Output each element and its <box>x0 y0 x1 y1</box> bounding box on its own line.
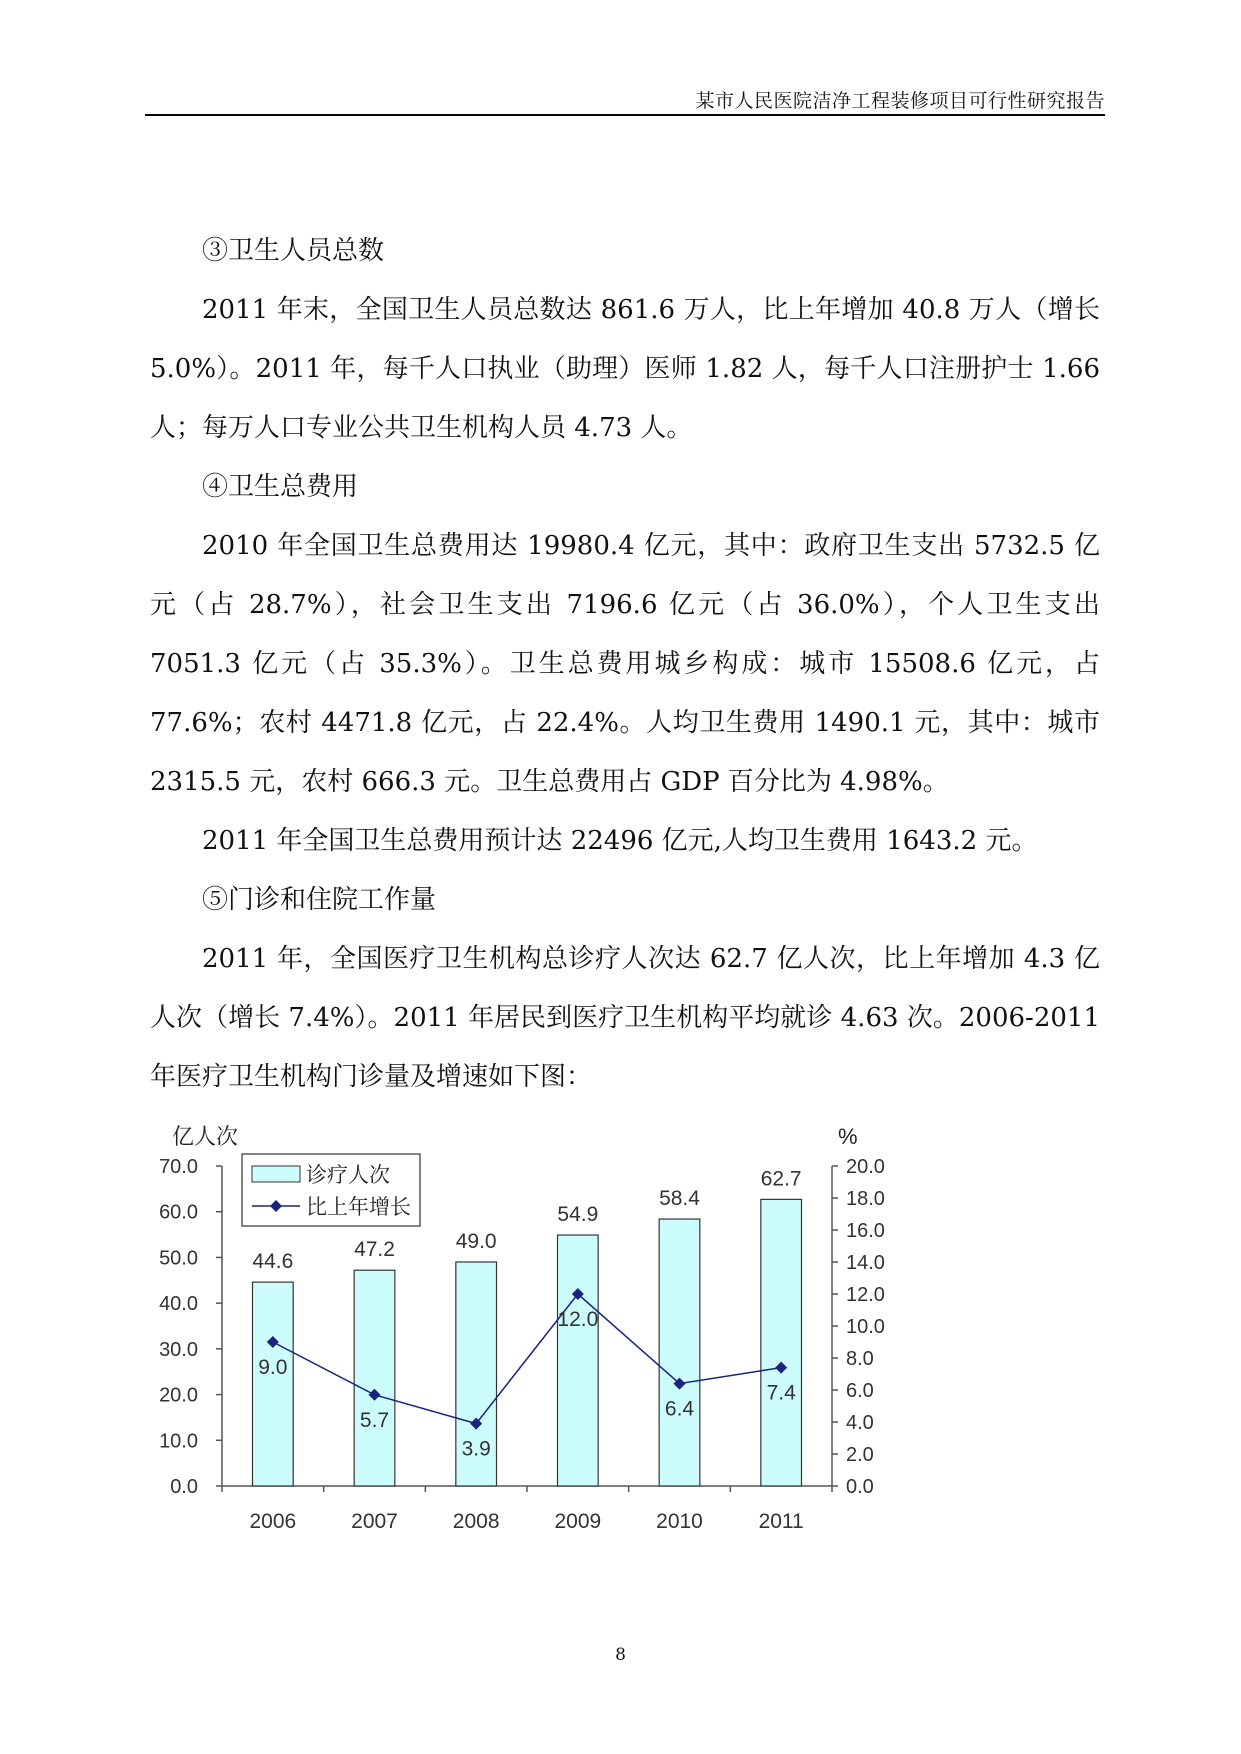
y-axis-left-tick-label: 40.0 <box>159 1293 198 1316</box>
bar-2009 <box>558 1235 599 1486</box>
bar-label-2009: 54.9 <box>557 1203 599 1227</box>
y-axis-right-tick-label: 8.0 <box>846 1348 874 1370</box>
bar-2006 <box>253 1282 294 1486</box>
x-tick-label-2011: 2011 <box>758 1510 804 1533</box>
x-tick-label-2008: 2008 <box>452 1510 500 1533</box>
bar-2010 <box>659 1219 700 1486</box>
growth-label-2011: 7.4 <box>766 1381 796 1405</box>
outpatient-visits-chart <box>159 1118 1020 1608</box>
y-axis-left-tick-label: 10.0 <box>159 1430 198 1453</box>
bar-label-2007: 47.2 <box>354 1238 395 1262</box>
section-heading-outpatient-inpatient: ⑤门诊和住院工作量 <box>202 885 437 915</box>
x-tick-label-2007: 2007 <box>351 1510 398 1533</box>
y-axis-right-tick-label: 14.0 <box>846 1252 885 1274</box>
growth-label-2007: 5.7 <box>359 1408 390 1432</box>
section-heading-health-expenditure: ④卫生总费用 <box>202 472 359 502</box>
y-axis-left-tick-label: 70.0 <box>159 1156 198 1178</box>
growth-line <box>273 1294 781 1424</box>
growth-label-2010: 6.4 <box>664 1397 695 1421</box>
page-number: 8 <box>615 1645 626 1665</box>
header-rule <box>145 114 1105 116</box>
bar-label-2008: 49.0 <box>455 1230 497 1253</box>
x-tick-label-2010: 2010 <box>656 1510 703 1533</box>
legend-swatch-bar <box>252 1166 300 1182</box>
growth-label-2006: 9.0 <box>258 1356 288 1379</box>
page-content <box>150 222 1100 1107</box>
bar-label-2010: 58.4 <box>659 1187 700 1211</box>
legend-label-line: 比上年增长 <box>306 1196 411 1219</box>
document-header-title: 某市人民医院洁净工程装修项目可行性研究报告 <box>695 90 1105 112</box>
y-axis-right-tick-label: 16.0 <box>846 1220 885 1242</box>
y-axis-right-tick-label: 10.0 <box>846 1316 885 1338</box>
y-axis-left-unit: 亿人次 <box>172 1124 239 1149</box>
bar-label-2011: 62.7 <box>760 1167 802 1191</box>
x-tick-label-2006: 2006 <box>249 1510 297 1533</box>
y-axis-right-tick-label: 4.0 <box>846 1412 874 1434</box>
bar-label-2006: 44.6 <box>252 1250 294 1274</box>
y-axis-left-tick-label: 50.0 <box>159 1247 198 1270</box>
chart-svg <box>159 1118 1020 1608</box>
y-axis-right-tick-label: 20.0 <box>846 1156 885 1178</box>
y-axis-right-tick-label: 0.0 <box>846 1476 874 1498</box>
y-axis-right-unit: % <box>838 1124 858 1149</box>
section-heading-health-personnel: ③卫生人员总数 <box>202 236 385 266</box>
paragraph-outpatient-visits: 2011 年，全国医疗卫生机构总诊疗人次达 62.7 亿人次，比上年增加 4.3 亿人次（增长 7.4%）。2011 年居民到医疗卫生机构平均就诊 4.63 次。2006-2011 年医疗卫生机构门诊量及增速如下图： <box>150 944 1100 1092</box>
paragraph-health-expenditure-2011: 2011 年全国卫生总费用预计达 22496 亿元,人均卫生费用 1643.2 元。 <box>202 826 1038 856</box>
y-axis-right-tick-label: 12.0 <box>846 1284 885 1306</box>
paragraph-health-personnel: 2011 年末，全国卫生人员总数达 861.6 万人，比上年增加 40.8 万人（增长 5.0%）。2011 年，每千人口执业（助理）医师 1.82 人，每千人口注册护士 1.66 人；每万人口专业公共卫生机构人员 4.73 人。 <box>150 295 1100 443</box>
y-axis-left-tick-label: 20.0 <box>159 1384 198 1407</box>
y-axis-left-tick-label: 30.0 <box>159 1338 198 1361</box>
y-axis-right-tick-label: 6.0 <box>846 1380 874 1402</box>
y-axis-left-tick-label: 60.0 <box>159 1201 198 1224</box>
bar-2007 <box>354 1270 395 1486</box>
legend-label-bar: 诊疗人次 <box>306 1164 390 1187</box>
x-tick-label-2009: 2009 <box>554 1510 602 1533</box>
y-axis-right-tick-label: 2.0 <box>846 1444 874 1466</box>
bar-2011 <box>761 1199 802 1486</box>
growth-label-2008: 3.9 <box>461 1437 491 1461</box>
y-axis-left-tick-label: 0.0 <box>170 1476 198 1498</box>
growth-label-2009: 12.0 <box>557 1308 599 1331</box>
paragraph-health-expenditure-2010: 2010 年全国卫生总费用达 19980.4 亿元，其中：政府卫生支出 5732.5 亿元（占 28.7%），社会卫生支出 7196.6 亿元（占 36.0%），个人卫生支出 7051.3 亿元（占 35.3%）。卫生总费用城乡构成：城市 15508.6 亿元，占 77.6%；农村 4471.8 亿元，占 22.4%。人均卫生费用 1490.1 元，其中：城市 2315.5 元，农村 666.3 元。卫生总费用占 GDP 百分比为 4.98%。 <box>150 531 1100 797</box>
y-axis-right-tick-label: 18.0 <box>846 1188 885 1210</box>
